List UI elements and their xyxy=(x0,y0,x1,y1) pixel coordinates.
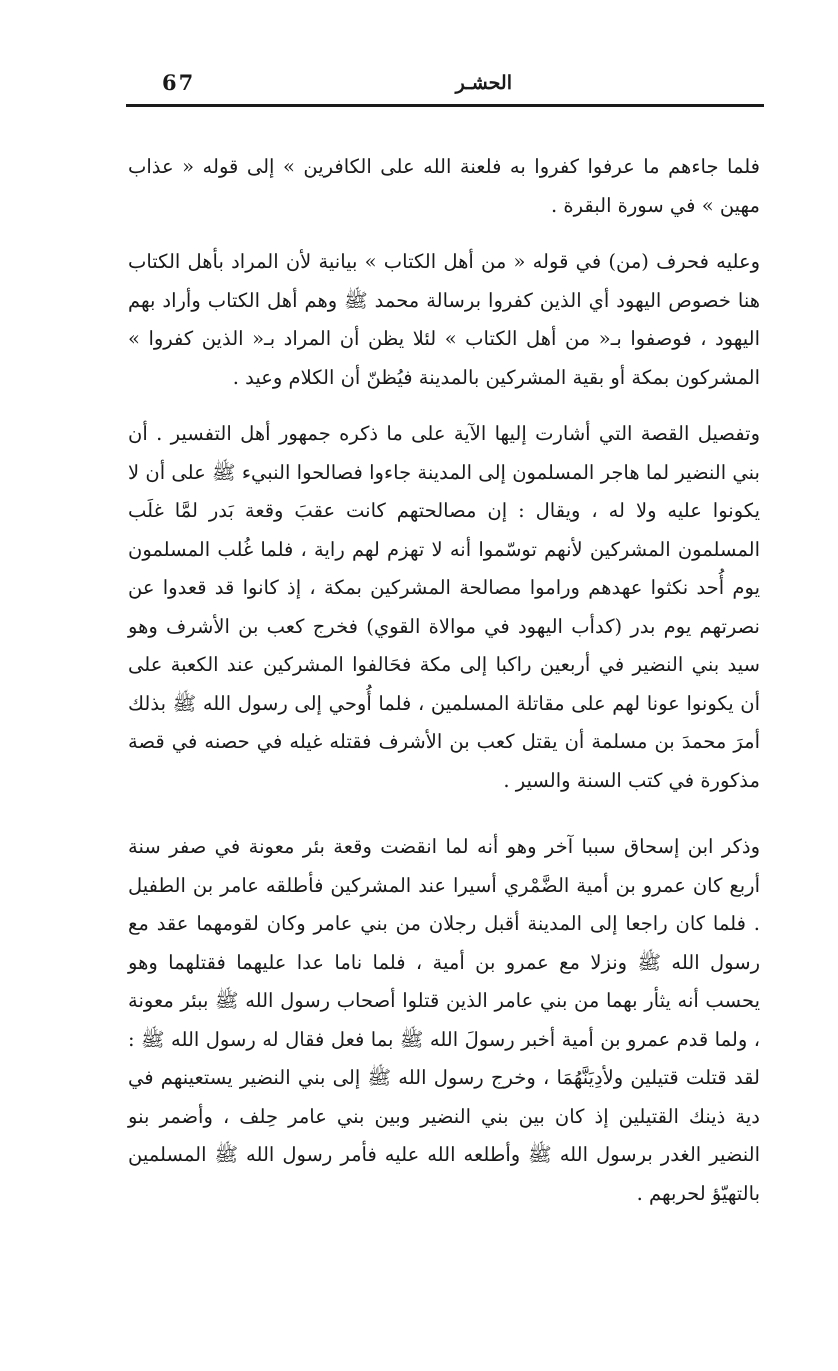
header-rule xyxy=(126,104,764,107)
page-header xyxy=(126,66,762,106)
running-title: الحشـر xyxy=(455,72,512,94)
paragraph: وتفصيل القصة التي أشارت إليها الآية على ما ذكره جمهور أهل التفسير . أن بني النضير لما هاجر المسلمون إلى المدينة جاءوا فصالحوا النبيء ﷺ على أن لا يكونوا عليه ولا له ، ويقال : إن مصالحتهم كانت عقبَ وقعة بَدر لمَّا غلَب المسلمون المشركين لأنهم توسّموا أنه لا تهزم لهم راية ، فلما غُلب المسلمون يوم أُحد نكثوا عهدهم وراموا مصالحة المشركين بمكة ، إذ كانوا قد قعدوا عن نصرتهم يوم بدر (كدأب اليهود في موالاة القوي) فخرج كعب بن الأشرف وهو سيد بني النضير في أربعين راكبا إلى مكة فحَالفوا المشركين عند الكعبة على أن يكونوا عونا لهم على مقاتلة المسلمين ، فلما أُوحي إلى رسول الله ﷺ بذلك أمرَ محمدَ بن مسلمة أن يقتل كعب بن الأشرف فقتله غيله في حصنه في قصة مذكورة في كتب السنة والسير . xyxy=(128,422,760,792)
paragraph: وذكر ابن إسحاق سببا آخر وهو أنه لما انقضت وقعة بئر معونة في صفر سنة أربع كان عمرو بن أمية الضَّمْري أسيرا عند المشركين فأطلقه عامر بن الطفيل . فلما كان راجعا إلى المدينة أقبل رجلان من بني عامر وكان لقومهما عقد مع رسول الله ﷺ ونزلا مع عمرو بن أمية ، فلما ناما عدا عليهما فقتلهما وهو يحسب أنه يثأر بهما من بني عامر الذين قتلوا أصحاب رسول الله ﷺ ببئر معونة ، ولما قدم عمرو بن أمية أخبر رسولَ الله ﷺ بما فعل فقال له رسول الله ﷺ : لقد قتلت قتيلين ولأدِيَنَّهُمَا ، وخرج رسول الله ﷺ إلى بني النضير يستعينهم في دية ذينك القتيلين إذ كان بين بني النضير وبين بني عامر حِلف ، وأضمر بنو النضير الغدر برسول الله ﷺ وأطلعه الله عليه فأمر رسول الله ﷺ المسلمين بالتهيّؤ لحربهم . xyxy=(128,835,760,1205)
page-body xyxy=(128,148,760,1213)
paragraph: فلما جاءهم ما عرفوا كفروا به فلعنة الله على الكافرين » إلى قوله « عذاب مهين » في سورة البقرة . xyxy=(128,155,760,217)
page-number: 67 xyxy=(162,70,196,95)
paragraph: وعليه فحرف (من) في قوله « من أهل الكتاب » بيانية لأن المراد بأهل الكتاب هنا خصوص اليهود أي الذين كفروا برسالة محمد ﷺ وهم أهل الكتاب وأراد بهم اليهود ، فوصفوا بـ« من أهل الكتاب » لئلا يظن أن المراد بـ« الذين كفروا » المشركون بمكة أو بقية المشركين بالمدينة فيُظنّ أن الكلام وعيد . xyxy=(128,250,760,389)
